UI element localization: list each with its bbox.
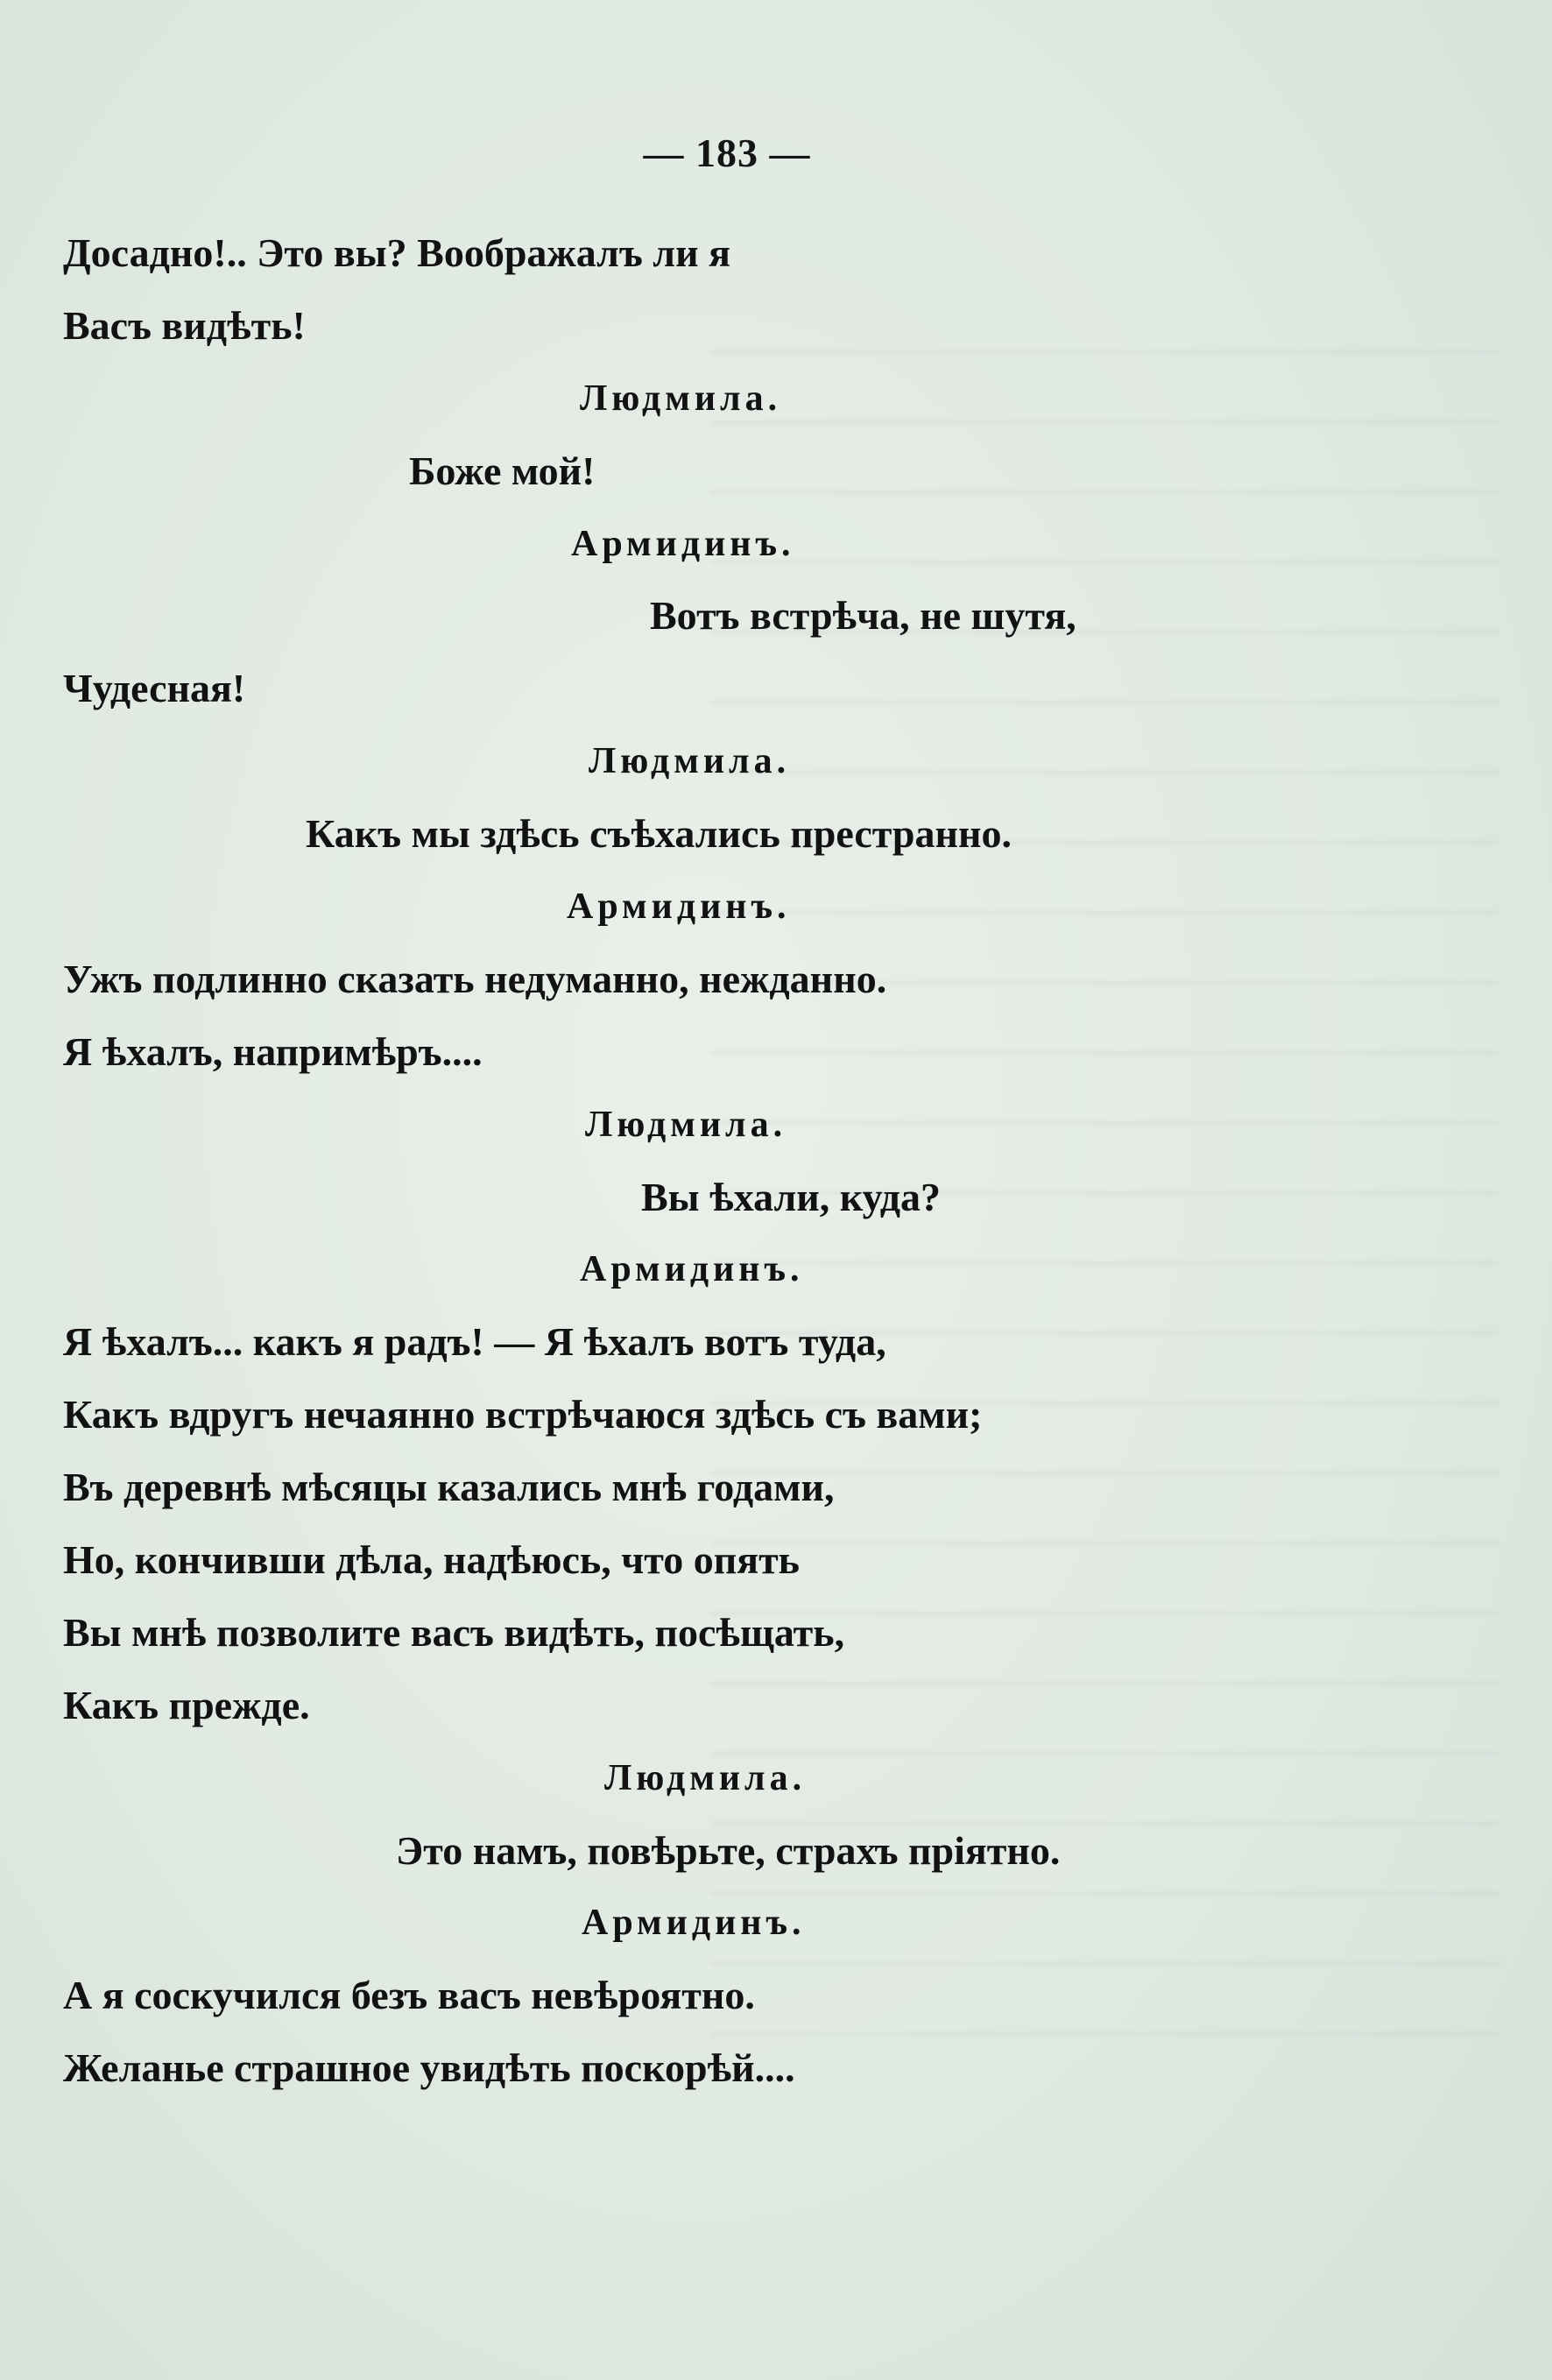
verse-line: Я ѣхалъ... какъ я радъ! — Я ѣхалъ вотъ туда, <box>63 1319 886 1365</box>
speaker-name: Людмила. <box>604 1757 807 1798</box>
speaker-name: Людмила. <box>580 378 782 419</box>
verse-line: Ужъ подлинно сказать недуманно, нежданно. <box>63 956 887 1001</box>
verse-line: Но, кончивши дѣла, надѣюсь, что опять <box>63 1537 801 1583</box>
verse-line: Боже мой! <box>409 448 596 493</box>
verse-line: Васъ видѣть! <box>63 302 306 348</box>
speaker-name: Армидинъ. <box>567 886 791 928</box>
verse-line: Досадно!.. Это вы? Воображалъ ли я <box>63 230 731 275</box>
speaker-name: Армидинъ. <box>571 523 795 564</box>
speaker-name: Армидинъ. <box>580 1249 804 1290</box>
verse-line: Вы ѣхали, куда? <box>641 1174 942 1219</box>
verse-line: Въ деревнѣ мѣсяцы казались мнѣ годами, <box>63 1465 835 1510</box>
verse-line: Это намъ, повѣрьте, страхъ пріятно. <box>396 1827 1061 1873</box>
verse-line: Чудесная! <box>63 666 246 711</box>
verse-line: А я соскучился безъ васъ невѣроятно. <box>63 1973 755 2018</box>
verse-line: Какъ вдругъ нечаянно встрѣчаюся здѣсь съ вами; <box>63 1392 983 1437</box>
verse-line: Какъ мы здѣсь съѣхались престранно. <box>306 811 1012 857</box>
speaker-name: Людмила. <box>589 741 791 782</box>
play-text <box>63 217 1377 2105</box>
speaker-name: Армидинъ. <box>582 1903 806 1944</box>
verse-line: Вотъ встрѣча, не шутя, <box>650 593 1076 639</box>
verse-line: Какъ прежде. <box>63 1682 310 1727</box>
verse-line: Вы мнѣ позволите васъ видѣть, посѣщать, <box>63 1609 845 1655</box>
page-number: — 183 — <box>643 131 811 175</box>
speaker-name: Людмила. <box>585 1104 787 1145</box>
verse-line: Желанье страшное увидѣть поскорѣй.... <box>63 2045 795 2091</box>
verse-line: Я ѣхалъ, напримѣръ.... <box>63 1028 483 1074</box>
